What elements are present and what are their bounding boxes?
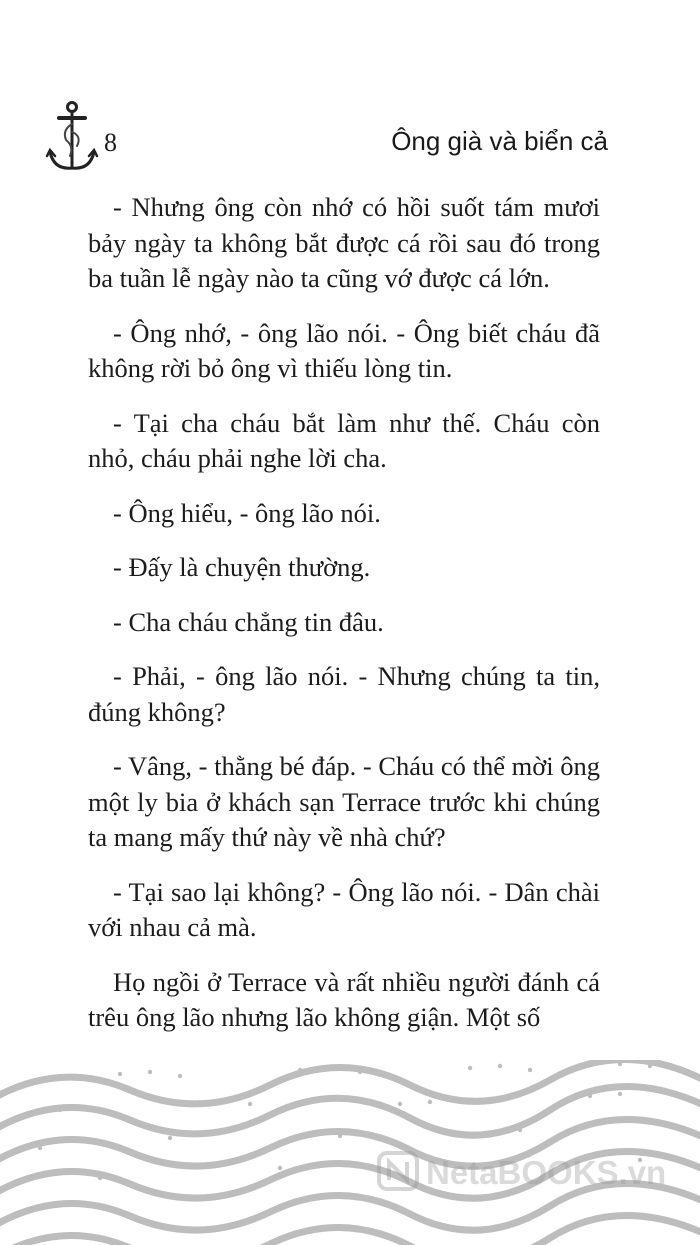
paragraph: - Cha cháu chẳng tin đâu.	[113, 606, 384, 637]
paragraph: - Nhưng ông còn nhớ có hồi suốt tám mươi bảy ngày ta không bắt được cá rồi sau đó trong ba tuần lễ ngày nào ta cũng vớ được cá lớn.	[88, 192, 600, 293]
body-text	[88, 190, 600, 1036]
paragraph: - Tại sao lại không? - Ông lão nói. - Dân chài với nhau cả mà.	[88, 876, 600, 942]
paragraph: - Phải, - ông lão nói. - Nhưng chúng ta tin, đúng không?	[88, 661, 600, 727]
paragraph: - Ông hiểu, - ông lão nói.	[113, 497, 381, 528]
watermark	[376, 1148, 676, 1198]
paragraph: - Tại cha cháu bắt làm như thế. Cháu còn nhỏ, cháu phải nghe lời cha.	[88, 407, 600, 473]
paragraph: - Vâng, - thằng bé đáp. - Cháu có thể mời ông một ly bia ở khách sạn Terrace trước khi chúng ta mang mấy thứ này về nhà chứ?	[88, 751, 600, 852]
book-title: Ông già và biển cả	[391, 126, 608, 156]
watermark-text: NetaBOOKS.vn	[426, 1154, 667, 1191]
anchor-icon	[44, 100, 100, 176]
paragraph: Họ ngồi ở Terrace và rất nhiều người đánh cá trêu ông lão nhưng lão không giận. Một số	[88, 966, 600, 1032]
page-header	[0, 0, 700, 190]
paragraph: - Đấy là chuyện thường.	[113, 552, 371, 582]
page-number: 8	[104, 128, 117, 157]
paragraph: - Ông nhớ, - ông lão nói. - Ông biết cháu đã không rời bỏ ông vì thiếu lòng tin.	[88, 317, 600, 383]
netabooks-logo-icon	[376, 1150, 420, 1192]
